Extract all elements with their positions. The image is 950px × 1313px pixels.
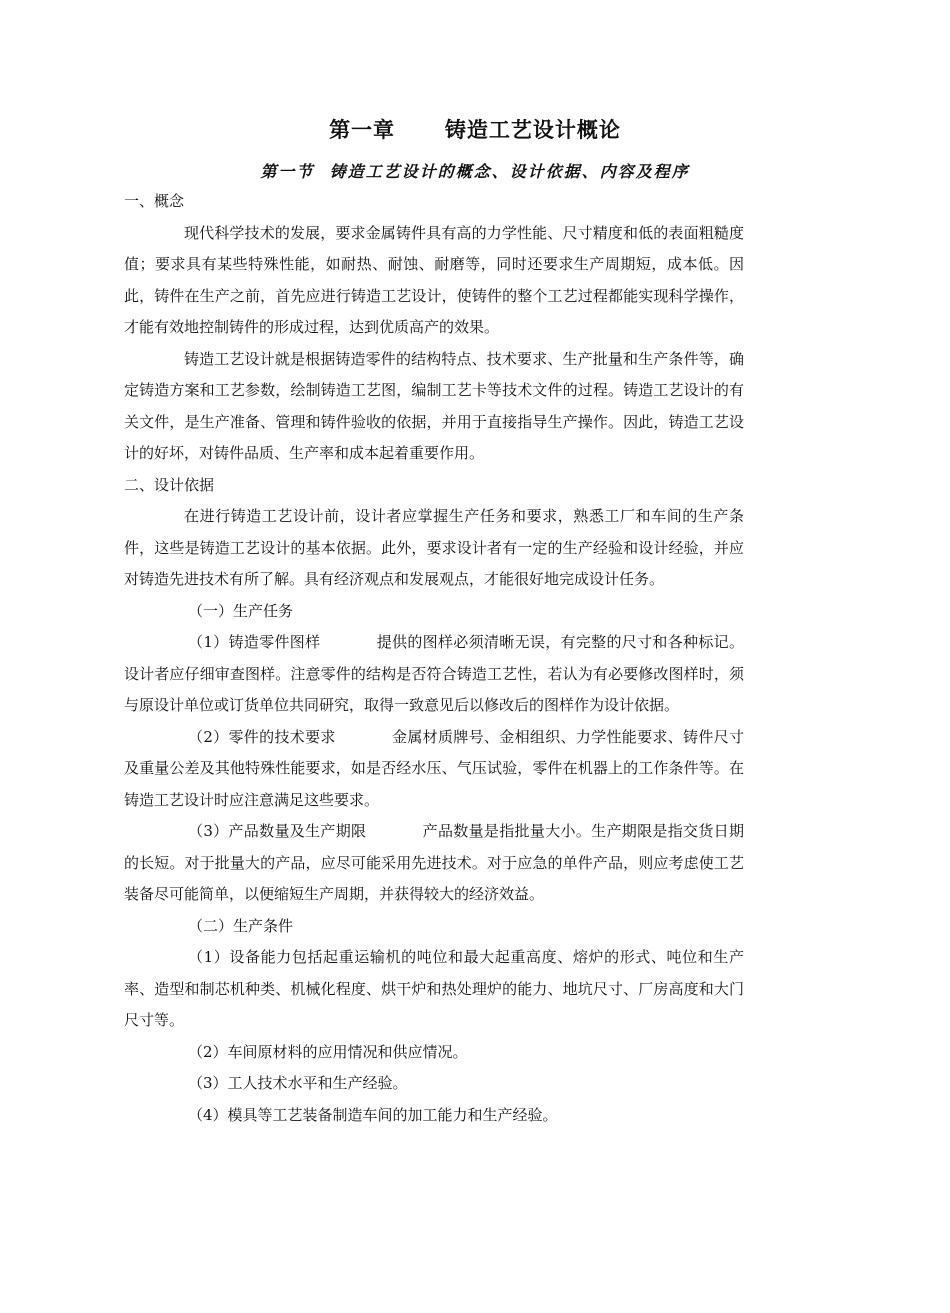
section-title: 第一节 铸造工艺设计的概念、设计依据、内容及程序 [260,162,690,181]
document-body [124,186,744,1131]
chapter-title: 第一章 铸造工艺设计概论 [329,118,621,142]
task-item-drawing-text: 提供的图样必须清晰无误，有完整的尺寸和各种标记。设计者应仔细审查图样。注意零件的结构是否符合铸造工艺性，若认为有必要修改图样时，须与原设计单位或订货单位共同研究，取得一致意见后以修改后的图样作为设计依据。 [124,633,744,714]
condition-item-equipment: （1）设备能力包括起重运输机的吨位和最大起重高度、熔炉的形式、吨位和生产率、造型和制芯机种类、机械化程度、烘干炉和热处理炉的能力、地坑尺寸、厂房高度和大门尺寸等。 [124,948,744,1029]
task-item-requirements-label: （2）零件的技术要求 [188,727,336,746]
task-item-quantity [124,816,744,911]
task-item-drawing-label: （1）铸造零件图样 [188,633,321,651]
task-item-drawing [124,627,744,722]
paragraph-concept-1: 现代科学技术的发展，要求金属铸件具有高的力学性能、尺寸精度和低的表面粗糙度值；要求具有某些特殊性能，如耐热、耐蚀、耐磨等，同时还要求生产周期短，成本低。因此，铸件在生产之前，首先应进行铸造工艺设计，使铸件的整个工艺过程都能实现科学操作，才能有效地控制铸件的形成过程，达到优质高产的效果。 [124,223,744,336]
heading-design-basis: 二、设计依据 [124,475,215,494]
condition-item-skills: （3）工人技术水平和生产经验。 [188,1074,408,1092]
task-item-requirements-text: 金属材质牌号、金相组织、力学性能要求、铸件尺寸及重量公差及其他特殊性能要求，如是否经水压、气压试验，零件在机器上的工作条件等。在铸造工艺设计时应注意满足这些要求。 [124,727,744,809]
paragraph-concept-2: 铸造工艺设计就是根据铸造零件的结构特点、技术要求、生产批量和生产条件等，确定铸造方案和工艺参数，绘制铸造工艺图，编制工艺卡等技术文件的过程。铸造工艺设计的有关文件，是生产准备、管理和铸件验收的依据，并用于直接指导生产操作。因此，铸造工艺设计的好坏，对铸件品质、生产率和成本起着重要作用。 [124,349,744,462]
paragraph-design-basis: 在进行铸造工艺设计前，设计者应掌握生产任务和要求，熟悉工厂和车间的生产条件，这些是铸造工艺设计的基本依据。此外，要求设计者有一定的生产经验和设计经验，并应对铸造先进技术有所了解。具有经济观点和发展观点，才能很好地完成设计任务。 [124,507,744,588]
subheading-production-conditions: （二）生产条件 [188,916,294,935]
condition-item-tooling: （4）模具等工艺装备制造车间的加工能力和生产经验。 [188,1105,558,1124]
task-item-requirements [124,722,744,817]
task-item-quantity-label: （3）产品数量及生产期限 [188,822,367,840]
condition-item-materials: （2）车间原材料的应用情况和供应情况。 [188,1042,468,1061]
subheading-production-task: （一）生产任务 [188,601,294,620]
task-item-quantity-text: 产品数量是指批量大小。生产期限是指交货日期的长短。对于批量大的产品，应尽可能采用先进技术。对于应急的单件产品，则应考虑使工艺装备尽可能简单，以便缩短生产周期，并获得较大的经济效益。 [124,822,744,903]
heading-concept: 一、概念 [124,192,185,210]
